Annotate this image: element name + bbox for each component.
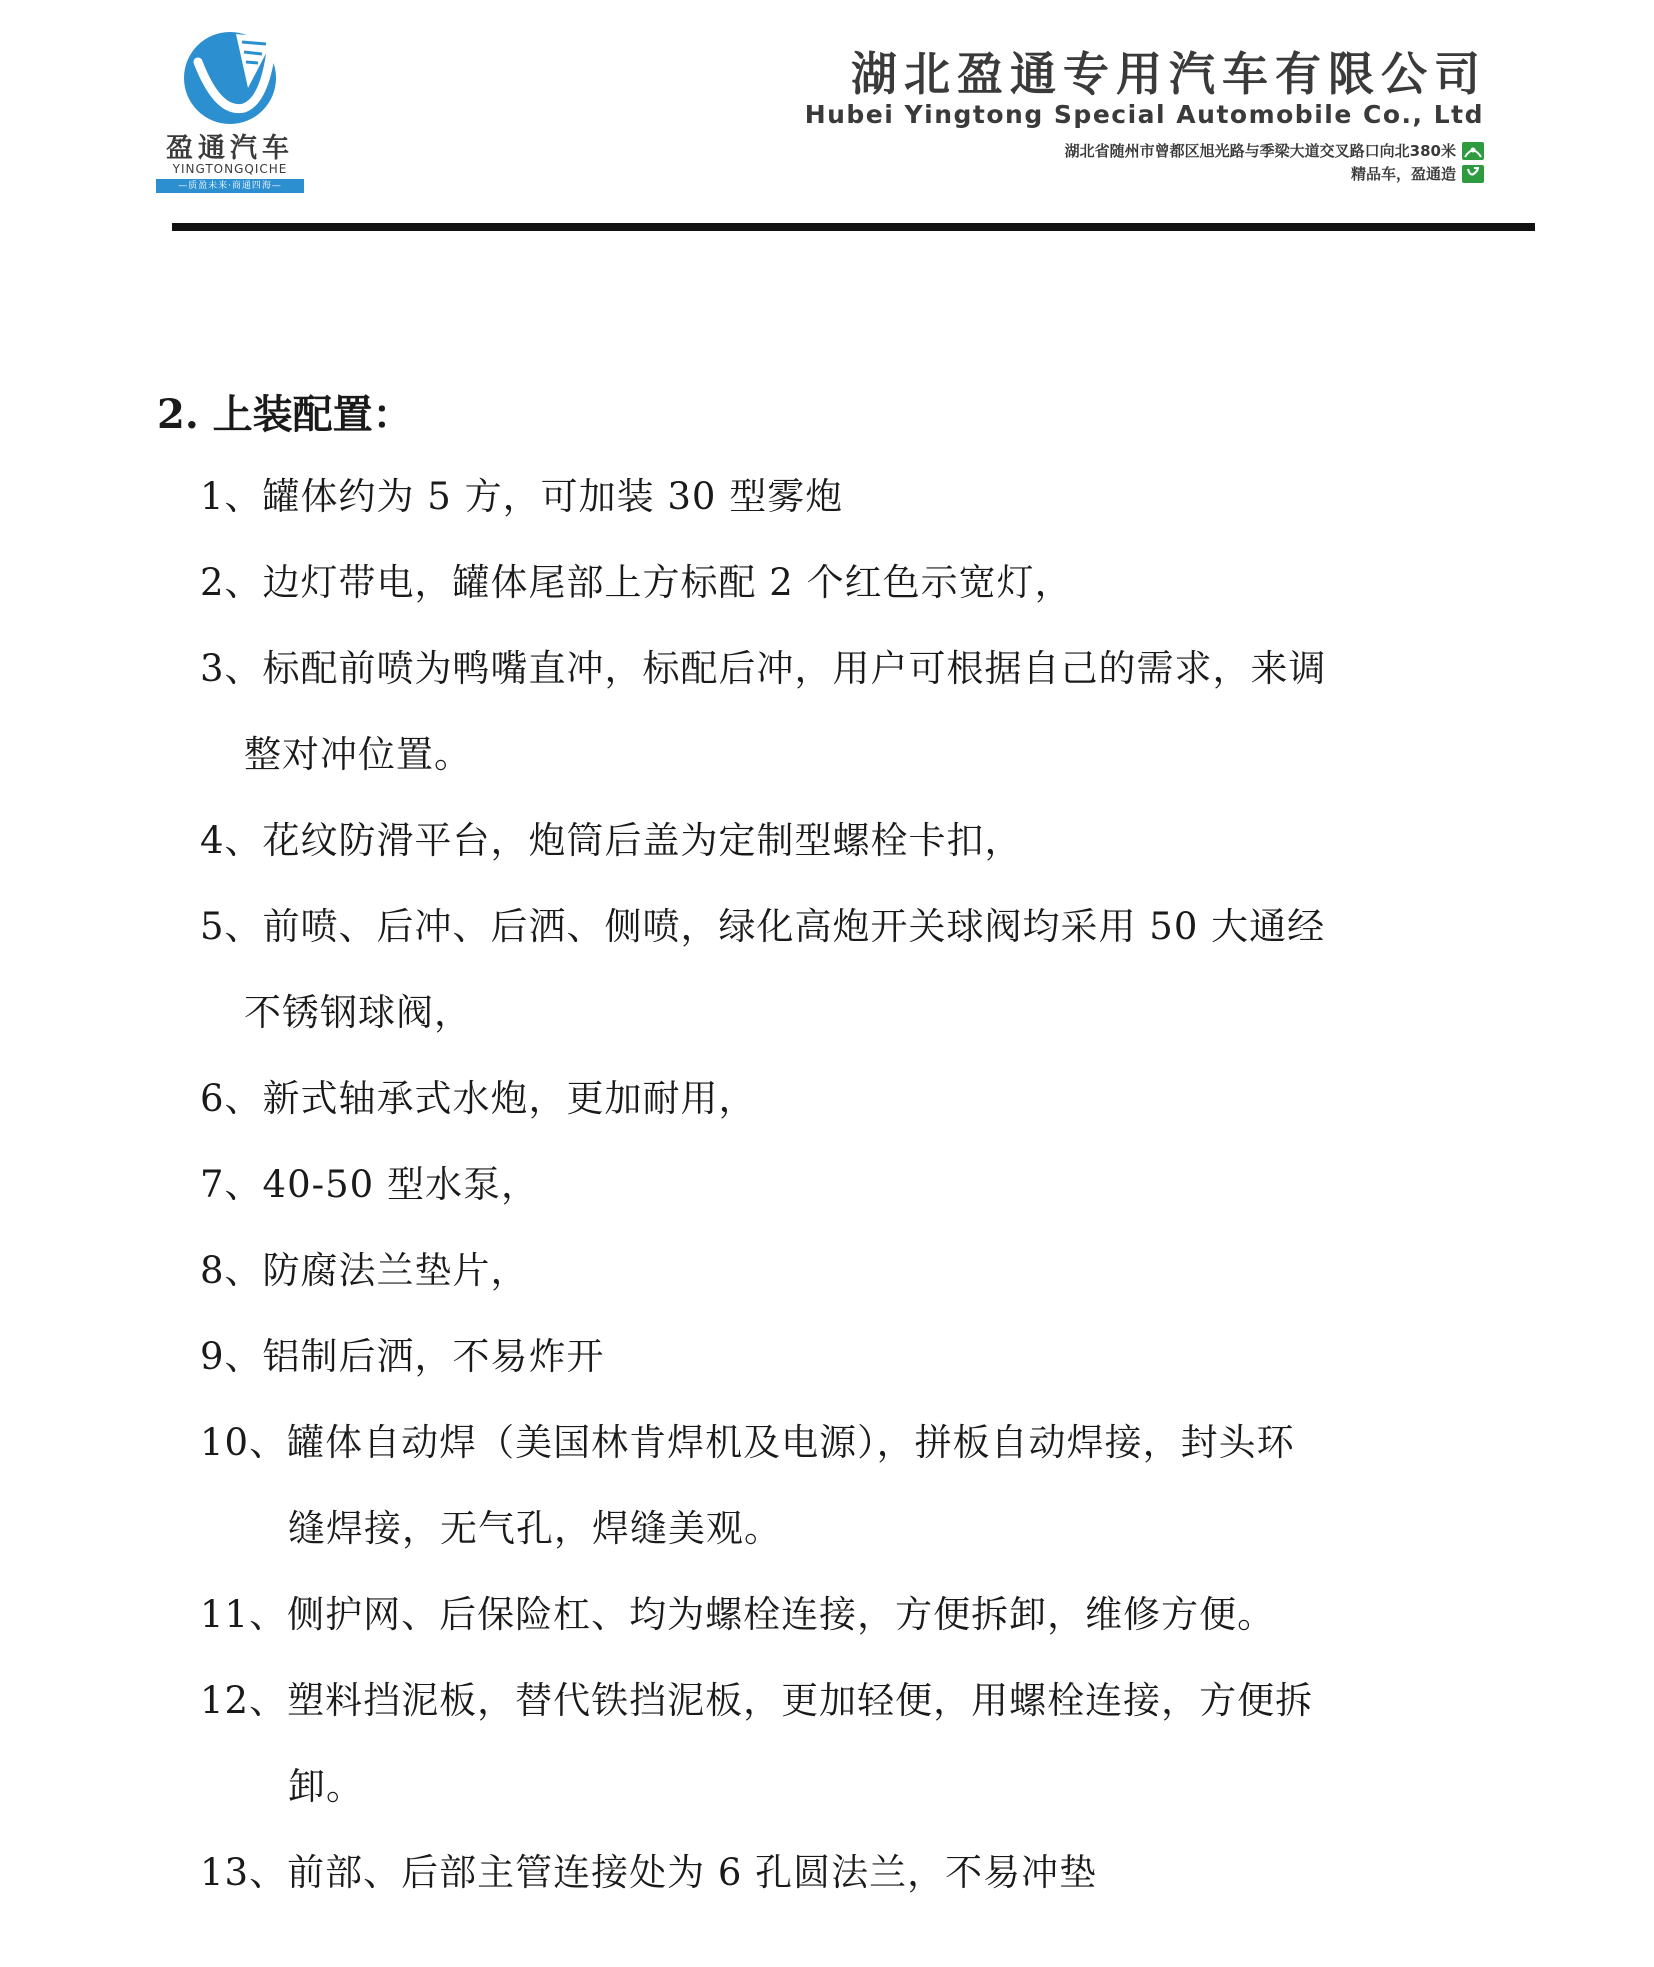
item-12-line-2: 卸。 <box>288 1765 364 1808</box>
brand-mini-icon <box>1462 165 1484 183</box>
item-10-line-1: 10、罐体自动焊（美国林肯焊机及电源），拼板自动焊接，封头环 <box>200 1421 1295 1464</box>
item-3-line-2: 整对冲位置。 <box>244 733 472 776</box>
company-name-en: Hubei Yingtong Special Automobile Co., Ltd <box>804 100 1484 129</box>
company-logo <box>150 28 310 193</box>
item-4-line-1: 4、花纹防滑平台，炮筒后盖为定制型螺栓卡扣， <box>200 819 1023 862</box>
item-12-line-1: 12、塑料挡泥板，替代铁挡泥板，更加轻便，用螺栓连接，方便拆 <box>200 1679 1314 1722</box>
item-10-line-2: 缝焊接，无气孔，焊缝美观。 <box>288 1507 782 1550</box>
company-address: 湖北省随州市曾都区旭光路与季梁大道交叉路口向北380米 <box>1064 142 1456 160</box>
item-7-line-1: 7、40-50 型水泵， <box>200 1163 539 1206</box>
section-title: 2. 上装配置： <box>157 391 413 438</box>
company-address-row <box>1065 140 1484 161</box>
logo-slogan: —质盈未来·商通四海— <box>156 179 304 193</box>
item-2-line-1: 2、边灯带电，罐体尾部上方标配 2 个红色示宽灯， <box>200 561 1073 604</box>
logo-pinyin: YINGTONGQICHE <box>172 162 288 176</box>
item-11-line-1: 11、侧护网、后保险杠、均为螺栓连接，方便拆卸，维修方便。 <box>200 1593 1276 1636</box>
company-name-cn: 湖北盈通专用汽车有限公司 <box>851 47 1487 101</box>
item-5-line-1: 5、前喷、后冲、后洒、侧喷，绿化高炮开关球阀均采用 50 大通经 <box>200 905 1326 948</box>
yingtong-logo-icon <box>178 28 288 132</box>
item-9-line-1: 9、铝制后洒，不易炸开 <box>200 1335 605 1378</box>
item-3-line-1: 3、标配前喷为鸭嘴直冲，标配后冲，用户可根据自己的需求，来调 <box>200 647 1327 690</box>
company-tagline-row <box>1351 163 1484 184</box>
item-5-line-2: 不锈钢球阀， <box>244 991 472 1034</box>
location-icon <box>1462 142 1484 160</box>
logo-brand-name: 盈通汽车 <box>166 133 294 164</box>
company-tagline: 精品车，盈通造 <box>1350 165 1456 183</box>
item-13-line-1: 13、前部、后部主管连接处为 6 孔圆法兰，不易冲垫 <box>200 1851 1098 1894</box>
header-divider <box>172 223 1535 231</box>
item-6-line-1: 6、新式轴承式水炮，更加耐用， <box>200 1077 757 1120</box>
item-8-line-1: 8、防腐法兰垫片， <box>200 1249 529 1292</box>
item-1-line-1: 1、罐体约为 5 方，可加装 30 型雾炮 <box>200 475 844 518</box>
